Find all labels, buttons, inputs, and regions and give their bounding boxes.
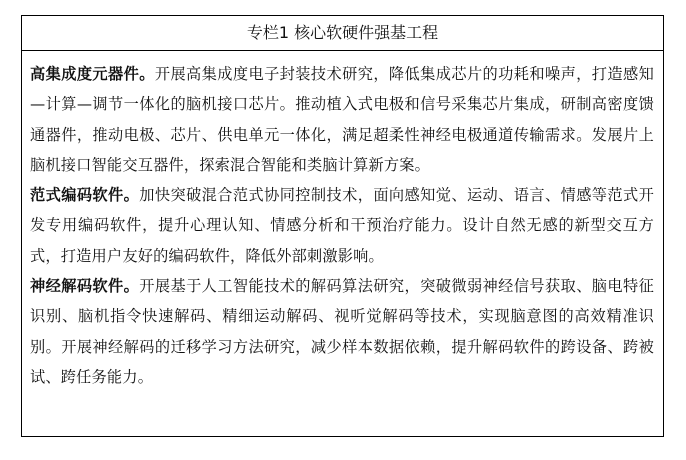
paragraph-encoding-software [30, 180, 654, 271]
paragraph-components [30, 59, 654, 180]
paragraph-text: 加快突破混合范式协同控制技术，面向感知觉、运动、语言、情感等范式开发专用编码软件，提升心理认知、情感分析和干预治疗能力。设计自然无感的新型交互方式，打造用户友好的编码软件，降低外部刺激影响。 [30, 186, 654, 265]
paragraph-text: 开展基于人工智能技术的解码算法研究，突破微弱神经信号获取、脑电特征识别、脑机指令快速解码、精细运动解码、视听觉解码等技术，实现脑意图的高效精准识别。开展神经解码的迁移学习方法研究，减少样本数据依赖，提升解码软件的跨设备、跨被试、跨任务能力。 [30, 277, 654, 386]
paragraph-heading: 范式编码软件。 [30, 186, 140, 205]
paragraph-heading: 神经解码软件。 [30, 277, 140, 296]
column-box [21, 15, 664, 437]
column-content [22, 51, 663, 392]
paragraph-text: 开展高集成度电子封装技术研究，降低集成芯片的功耗和噪声，打造感知—计算—调节一体化的脑机接口芯片。推动植入式电极和信号采集芯片集成，研制高密度馈通器件，推动电极、芯片、供电单元一体化，满足超柔性神经电极通道传输需求。发展片上脑机接口智能交互器件，探索混合智能和类脑计算新方案。 [30, 65, 654, 174]
column-title: 专栏1 核心软硬件强基工程 [22, 16, 663, 51]
paragraph-heading: 高集成度元器件。 [30, 65, 155, 83]
paragraph-decoding-software [30, 271, 654, 392]
